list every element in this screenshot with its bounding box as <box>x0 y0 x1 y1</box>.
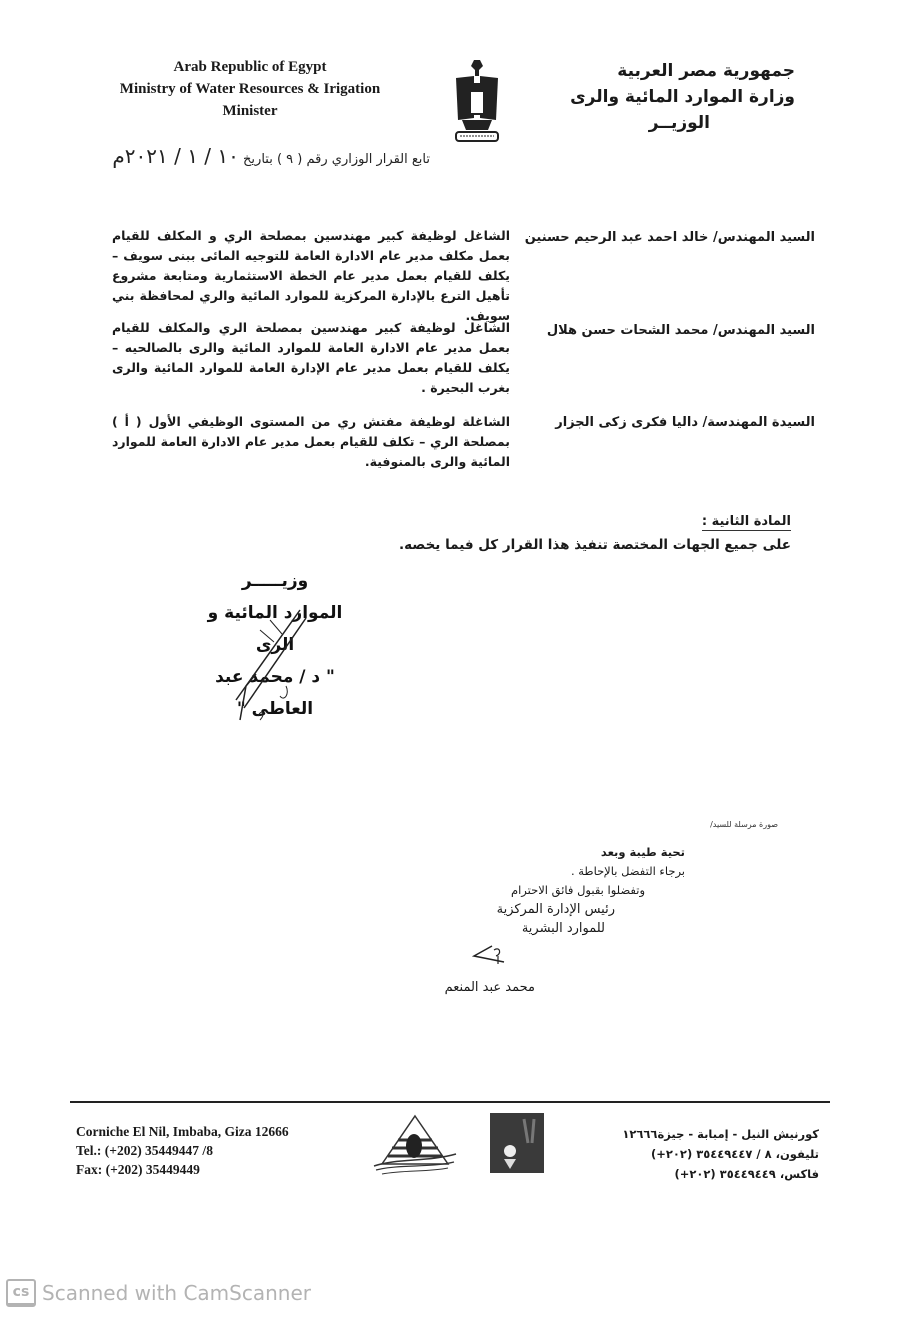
letterhead-office-ar: الوزيــر <box>648 113 710 133</box>
decree-date: ١٠ / ١ / ٢٠٢١م <box>112 144 239 168</box>
letterhead-office: Minister <box>222 103 278 119</box>
article-two-title: المادة الثانية : <box>701 514 791 529</box>
hr-signer-name: محمد عبد المنعم <box>444 980 535 995</box>
hr-note-title: رئيس الإدارة المركزية <box>496 902 615 917</box>
entry-description: الشاغل لوظيفة كبير مهندسين بمصلحة الري والمكلف للقيام بعمل مدير عام الادارة العامة للموارد المائية والرى بالصالحيه – يكلف للقيام بعمل مدير عام الإدارة العامة للموارد المائية والرى بغرب البحيرة . <box>112 320 510 395</box>
footer-address-ar: كورنيش النيل - إمبابة - جيزة١٢٦٦٦ <box>622 1127 819 1141</box>
minister-ministry: الموارد المائية و الرى <box>207 603 343 655</box>
letterhead-ministry-ar: وزارة الموارد المائية والرى <box>570 87 795 107</box>
hr-note-line: وتفضلوا بقبول فائق الاحترام <box>510 883 645 897</box>
footer-tel-ar: تليفون، ٨ / ٣٥٤٤٩٤٤٧ (٢٠٢+) <box>650 1147 819 1161</box>
letterhead-country: Arab Republic of Egypt <box>173 59 327 75</box>
letterhead-ministry: Ministry of Water Resources & Irigation <box>119 81 381 97</box>
article-two-body: على جميع الجهات المختصة تنفيذ هذا القرار كل فيما يخصه. <box>398 537 791 553</box>
hr-note-title: للموارد البشرية <box>521 921 605 936</box>
minister-title: وزيـــــر <box>241 571 309 591</box>
entry-name: السيدة المهندسة/ داليا فكرى زكى الجزار <box>555 415 815 430</box>
footer-tel: Tel.: (+202) 35449447 /8 <box>76 1143 213 1158</box>
ministry-square-logo-icon <box>490 1113 544 1173</box>
copy-sent-label: صورة مرسلة للسيد/ <box>710 820 778 829</box>
footer-fax: Fax: (+202) 35449449 <box>76 1162 200 1177</box>
english-letterhead <box>70 56 430 122</box>
hr-note-line: برجاء التفضل بالإحاطة . <box>570 864 685 878</box>
watermark-text: Scanned with CamScanner <box>42 1281 311 1305</box>
entry-name: السيد المهندس/ محمد الشحات حسن هلال <box>546 323 815 338</box>
footer-divider <box>70 1101 830 1103</box>
hr-signature-icon <box>470 942 510 968</box>
footer-english-contact <box>76 1122 289 1179</box>
handwritten-signature-icon <box>200 590 320 730</box>
entry-description: الشاغلة لوظيفة مفتش ري من المستوى الوظيفي الأول ( أ ) بمصلحة الري – تكلف للقيام بعمل مدير عام الادارة العامة للموارد المائية والرى بالمنوفية. <box>112 414 510 469</box>
arabic-letterhead <box>495 58 795 136</box>
letterhead-country-ar: جمهورية مصر العربية <box>617 61 795 81</box>
article-two <box>399 510 791 553</box>
camscanner-logo-icon: cs <box>6 1279 36 1307</box>
entry-description: الشاغل لوظيفة كبير مهندسين بمصلحة الري و المكلف للقيام بعمل مكلف مدير عام الادارة العامة للتوجيه المائى ببنى سويف – يكلف للقيام بعمل مدير عام الخطة الاستثمارية ومتابعة مشروع تأهيل الترع بالإدارة المركزية للموارد المائية والري لمحافظة بني سويف. <box>112 228 510 323</box>
hr-greeting: تحية طيبة وبعد <box>600 845 685 859</box>
hr-cover-note <box>325 843 685 938</box>
entry-name: السيد المهندس/ خالد احمد عبد الرحيم حسنين <box>524 230 815 245</box>
decree-reference <box>70 144 430 168</box>
footer-address: Corniche El Nil, Imbaba, Giza 12666 <box>76 1124 289 1139</box>
decree-reference-label: تابع القرار الوزاري رقم ( ٩ ) بتاريخ <box>243 152 430 167</box>
camscanner-watermark <box>6 1279 311 1307</box>
footer-fax-ar: فاكس، ٣٥٤٤٩٤٤٩ (٢٠٢+) <box>674 1167 819 1181</box>
footer-arabic-contact <box>559 1124 819 1184</box>
pyramid-water-logo-icon <box>368 1112 462 1176</box>
minister-name: " د / محمد عبد العاطى " <box>215 667 335 719</box>
